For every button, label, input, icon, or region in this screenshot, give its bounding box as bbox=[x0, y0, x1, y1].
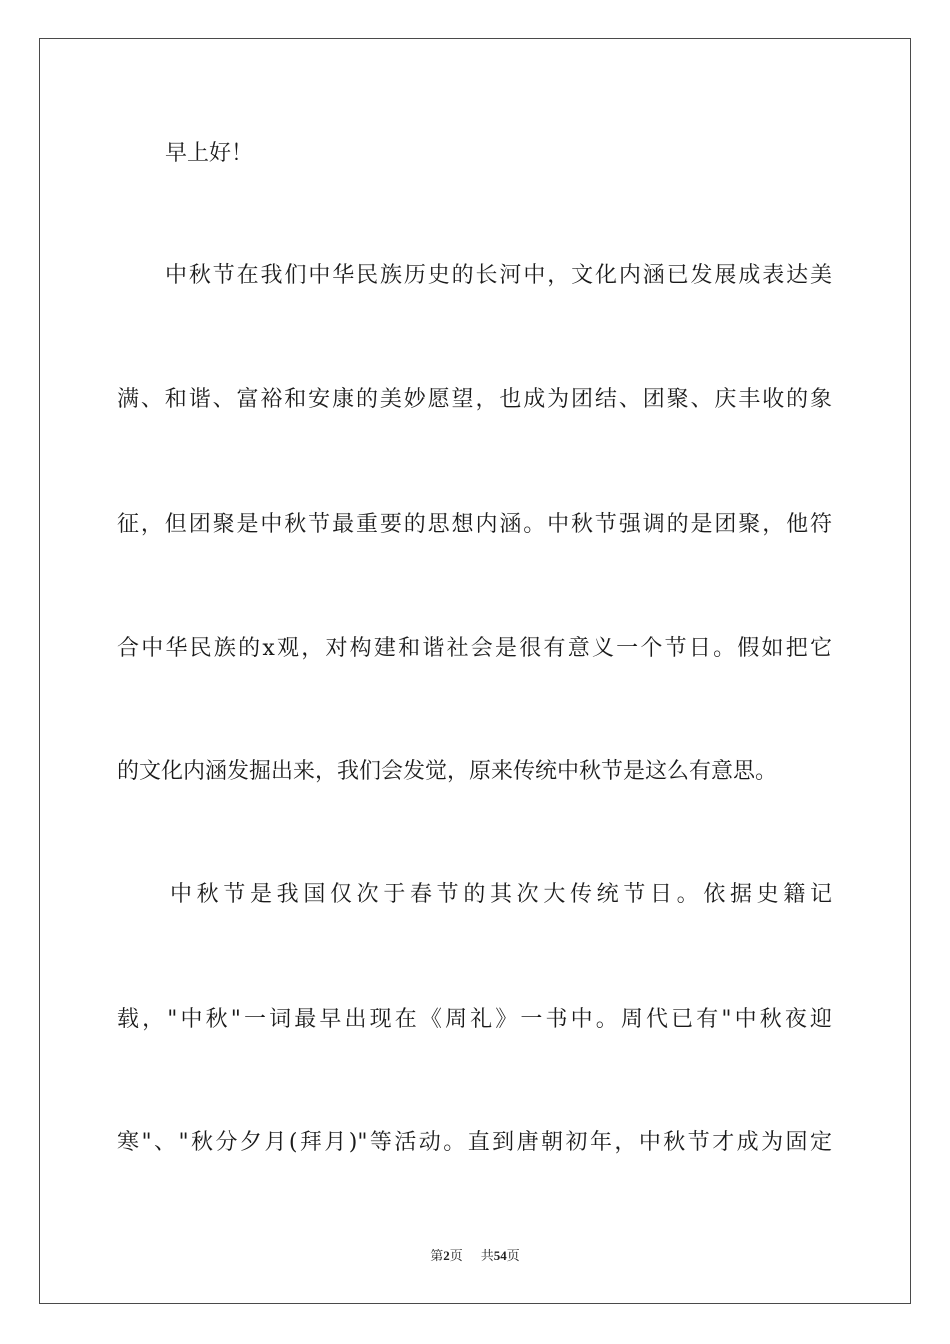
paragraph-2-line-2: 载，"中秋"一词最早出现在《周礼》一书中。周代已有"中秋夜迎 bbox=[117, 1007, 832, 1032]
paragraph-1-line-1: 中秋节在我们中华民族历史的长河中，文化内涵已发展成表达美 bbox=[165, 263, 832, 288]
greeting: 早上好！ bbox=[165, 141, 254, 166]
footer-current-page: 2 bbox=[443, 1248, 450, 1263]
paragraph-2-line-1: 中秋节是我国仅次于春节的其次大传统节日。依据史籍记 bbox=[170, 882, 832, 907]
paragraph-1-line-5: 的文化内涵发掘出来，我们会发觉，原来传统中秋节是这么有意思。 bbox=[117, 759, 778, 784]
footer-total-suffix: 页 bbox=[506, 1248, 520, 1263]
paragraph-1-line-4: 合中华民族的x观，对构建和谐社会是很有意义一个节日。假如把它 bbox=[117, 636, 832, 661]
paragraph-2-line-3: 寒"、"秋分夕月(拜月)"等活动。直到唐朝初年，中秋节才成为固定 bbox=[117, 1130, 832, 1155]
footer-prefix: 第 bbox=[430, 1248, 444, 1263]
paragraph-1-line-2: 满、和谐、富裕和安康的美妙愿望，也成为团结、团聚、庆丰收的象 bbox=[117, 387, 832, 412]
footer-page-suffix: 页 bbox=[449, 1248, 463, 1263]
page-footer bbox=[0, 1247, 950, 1265]
footer-total-pages: 54 bbox=[493, 1248, 507, 1263]
paragraph-1-line-3: 征，但团聚是中秋节最重要的思想内涵。中秋节强调的是团聚，他符 bbox=[117, 512, 832, 537]
footer-total-prefix: 共 bbox=[480, 1248, 494, 1263]
page-frame bbox=[39, 38, 911, 1304]
